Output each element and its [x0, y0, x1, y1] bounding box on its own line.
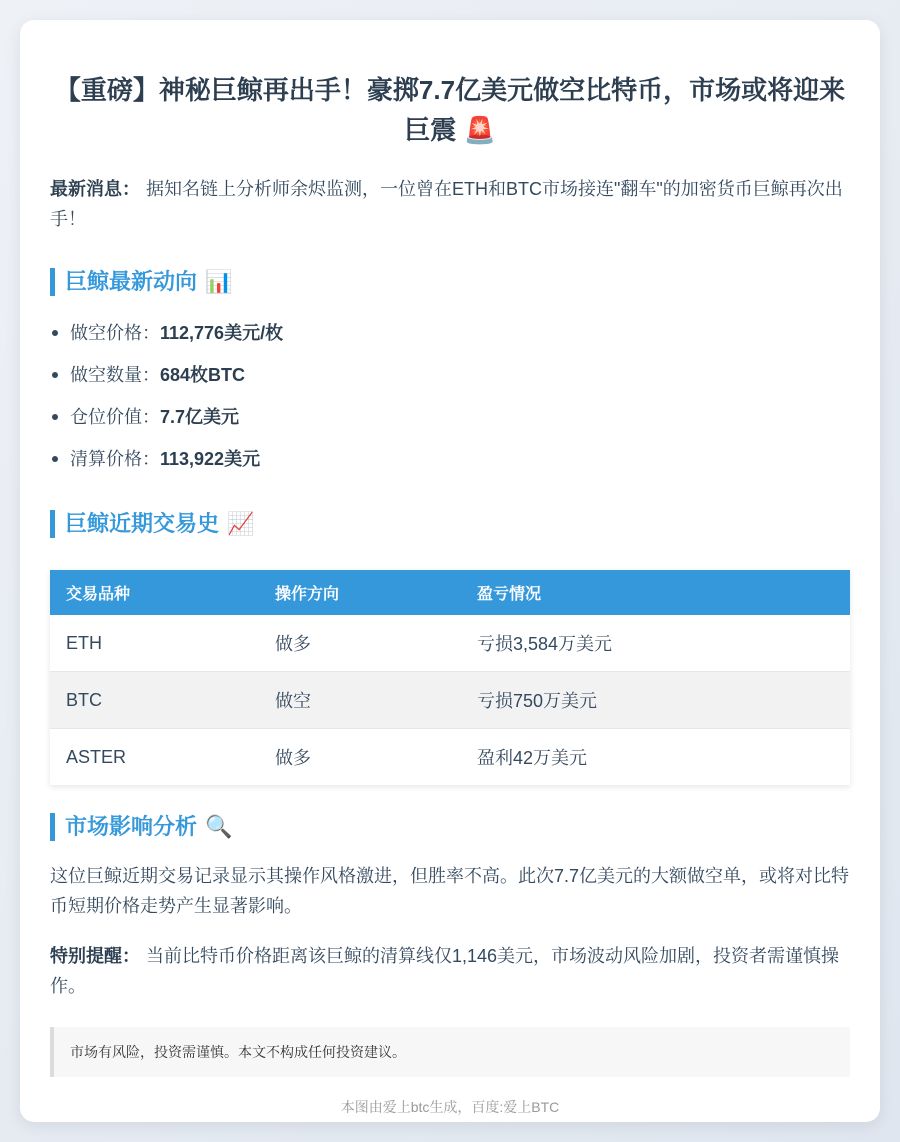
bar-chart-icon: 📊 — [205, 269, 233, 294]
section-title-analysis — [50, 813, 850, 841]
article-title — [50, 70, 850, 150]
cell-direction: 做多 — [275, 748, 311, 768]
stat-label: 仓位价值： — [70, 407, 160, 427]
siren-icon: 🚨 — [463, 115, 496, 145]
list-item — [50, 396, 850, 438]
cell-direction: 做空 — [259, 672, 461, 729]
article-card — [20, 20, 880, 1122]
stat-value: 113,922美元 — [160, 449, 261, 469]
stat-label: 做空价格： — [70, 323, 160, 343]
stat-value: 7.7亿美元 — [160, 407, 240, 427]
stat-value: 684枚BTC — [160, 365, 246, 385]
section-title-history-text: 巨鲸近期交易史 — [65, 511, 220, 536]
stat-label: 清算价格： — [70, 449, 160, 469]
table-header-row — [50, 570, 850, 615]
table-row — [50, 615, 850, 672]
intro-label: 最新消息： — [50, 179, 140, 199]
whale-stats-list — [50, 312, 850, 480]
table-row — [50, 729, 850, 786]
cell-asset: BTC — [50, 672, 259, 729]
reminder-text: 当前比特币价格距离该巨鲸的清算线仅1,146美元，市场波动风险加剧，投资者需谨慎操作。 — [50, 946, 840, 996]
table-row — [50, 672, 850, 729]
reminder-label: 特别提醒： — [50, 946, 140, 966]
stat-value: 112,776美元/枚 — [160, 323, 284, 343]
cell-pnl: 亏损3,584万美元 — [461, 615, 850, 672]
cell-direction: 做多 — [259, 615, 461, 672]
trend-chart-icon: 📈 — [227, 511, 255, 536]
section-title-moves — [50, 268, 850, 296]
cell-pnl: 盈利42万美元 — [477, 748, 588, 768]
section-title-history — [50, 510, 850, 538]
cell-asset: ETH — [50, 615, 259, 672]
cell-asset: ASTER — [66, 746, 127, 767]
trade-history-table — [50, 570, 850, 785]
reminder-paragraph — [50, 941, 850, 1001]
analysis-paragraph: 这位巨鲸近期交易记录显示其操作风格激进，但胜率不高。此次7.7亿美元的大额做空单，或将对比特币短期价格走势产生显著影响。 — [50, 866, 850, 916]
column-header-asset: 交易品种 — [50, 570, 259, 615]
cell-pnl: 亏损750万美元 — [461, 672, 850, 729]
section-title-analysis-text: 市场影响分析 — [65, 814, 198, 839]
column-header-direction: 操作方向 — [259, 570, 461, 615]
list-item — [50, 354, 850, 396]
disclaimer-box: 市场有风险，投资需谨慎。本文不构成任何投资建议。 — [50, 1027, 850, 1077]
article-title-text: 【重磅】神秘巨鲸再出手！豪掷7.7亿美元做空比特币，市场或将迎来巨震 — [54, 75, 846, 145]
list-item — [50, 312, 850, 354]
stat-label: 做空数量： — [70, 365, 160, 385]
section-title-moves-text: 巨鲸最新动向 — [65, 269, 198, 294]
footer-credit: 本图由爱上btc生成，百度:爱上BTC — [340, 1099, 560, 1115]
column-header-pnl: 盈亏情况 — [461, 570, 850, 615]
intro-text: 据知名链上分析师余烬监测，一位曾在ETH和BTC市场接连"翻车"的加密货币巨鲸再次出手！ — [50, 179, 843, 229]
intro-paragraph — [50, 174, 850, 234]
list-item — [50, 438, 850, 480]
magnifier-icon: 🔍 — [205, 814, 233, 839]
